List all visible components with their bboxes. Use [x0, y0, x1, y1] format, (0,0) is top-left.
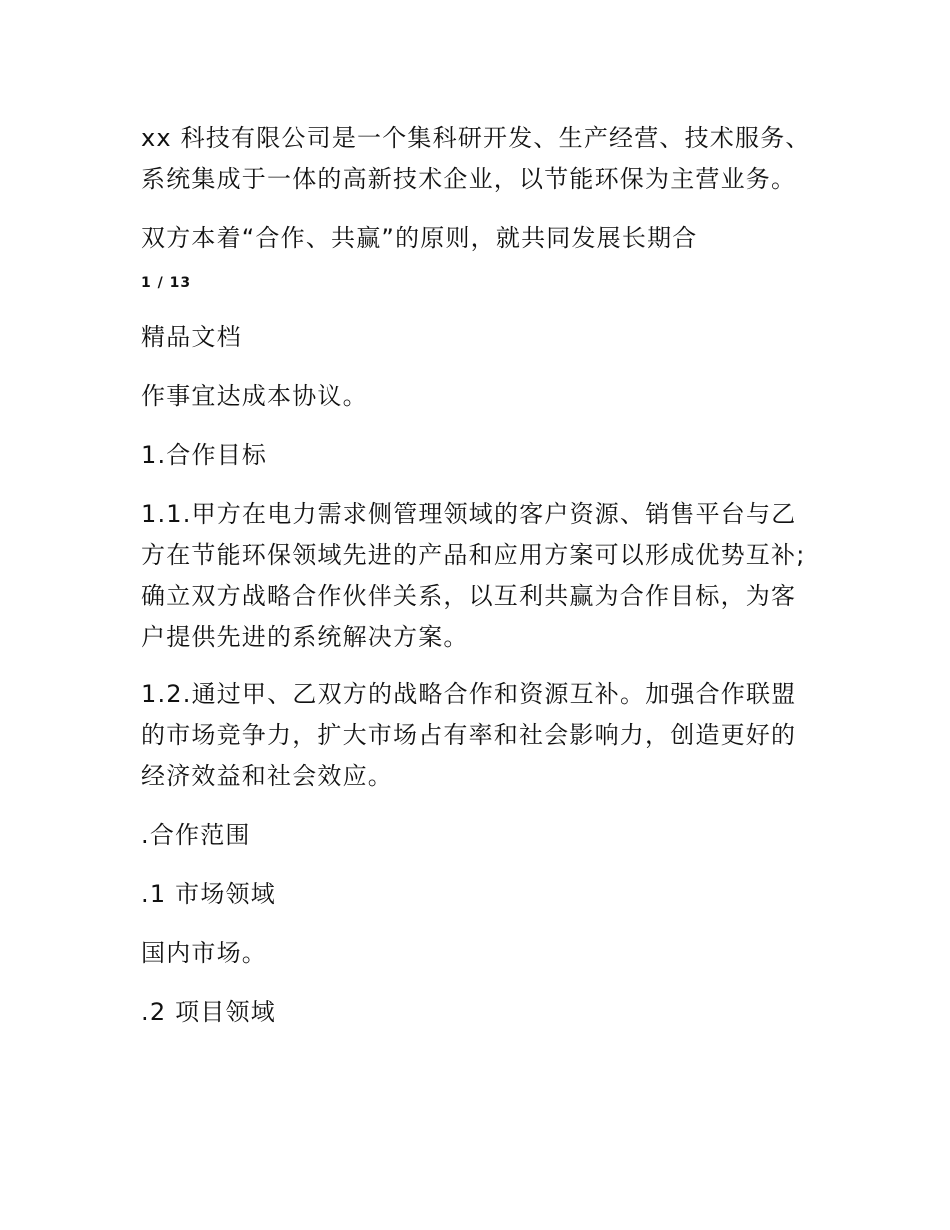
subsection-2-2-title: .2 项目领域 — [141, 998, 276, 1026]
principle-paragraph-start: 双方本着“合作、共赢”的原则，就共同发展长期合 — [141, 224, 698, 252]
document-body — [141, 118, 811, 1033]
section-2-title: .合作范围 — [141, 821, 251, 849]
principle-paragraph-end: 作事宜达成本协议。 — [141, 382, 368, 410]
subsection-2-1-body: 国内市场。 — [141, 939, 267, 967]
subsection-2-1-title: .1 市场领域 — [141, 880, 276, 908]
intro-paragraph: xx 科技有限公司是一个集科研开发、生产经营、技术服务、系统集成于一体的高新技术企业，以节能环保为主营业务。 — [141, 124, 811, 193]
clause-1-1: 1.1.甲方在电力需求侧管理领域的客户资源、销售平台与乙方在节能环保领域先进的产品和应用方案可以形成优势互补;确立双方战略合作伙伴关系，以互利共赢为合作目标，为客户提供先进的系统解决方案。 — [141, 500, 806, 651]
page-number: 1 / 13 — [141, 275, 192, 291]
clause-1-2: 1.2.通过甲、乙双方的战略合作和资源互补。加强合作联盟的市场竞争力，扩大市场占有率和社会影响力，创造更好的经济效益和社会效应。 — [141, 680, 797, 790]
section-1-title: 1.合作目标 — [141, 441, 268, 469]
page-header-title: 精品文档 — [141, 323, 242, 351]
